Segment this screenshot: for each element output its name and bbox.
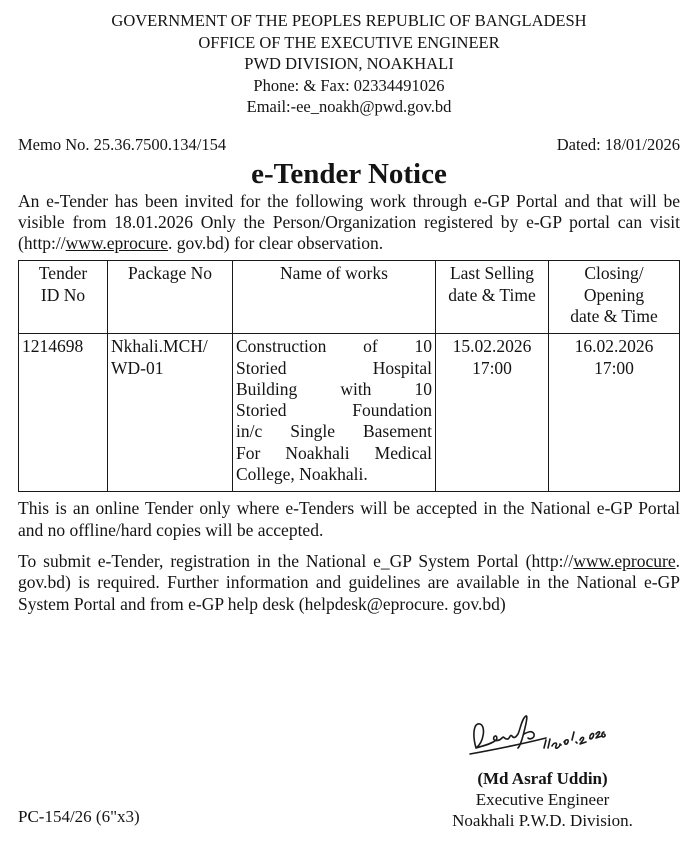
cell-last-selling xyxy=(436,334,549,492)
works-line3: Building with 10 xyxy=(236,378,432,399)
closing-time: 17:00 xyxy=(594,357,634,378)
intro-text-2: . gov.bd) for clear observation. xyxy=(168,233,384,254)
cell-name-of-works xyxy=(233,334,436,492)
package-line2: WD-01 xyxy=(111,357,164,378)
works-line2: Storied Hospital xyxy=(236,357,432,378)
header-closing-line2: Opening xyxy=(583,284,645,305)
memo-number: Memo No. 25.36.7500.134/154 xyxy=(18,134,227,154)
signatory-designation: Executive Engineer xyxy=(475,790,610,809)
signatory-name: (Md Asraf Uddin) xyxy=(477,769,608,788)
works-line7: College, Noakhali. xyxy=(236,464,368,485)
works-line5: in/c Single Basement xyxy=(236,421,432,442)
intro-paragraph xyxy=(18,191,680,255)
package-line1: Nkhali.MCH/ xyxy=(111,336,208,357)
cell-tender-id: 1214698 xyxy=(19,334,108,492)
division-name: PWD DIVISION, NOAKHALI xyxy=(244,54,454,73)
closing-date: 16.02.2026 xyxy=(574,336,654,357)
header-package-no xyxy=(108,261,233,334)
header-closing-line3: date & Time xyxy=(570,305,658,326)
eprocure-link[interactable]: www.eprocure xyxy=(65,233,169,254)
header-works-label: Name of works xyxy=(280,263,388,284)
works-line4: Storied Foundation xyxy=(236,400,432,421)
header-tender-id-line1: Tender xyxy=(38,263,88,284)
header-last-selling-line2: date & Time xyxy=(448,284,536,305)
header-closing-opening xyxy=(549,261,680,334)
notice-title: e-Tender Notice xyxy=(251,157,447,190)
submission-text-1: To submit e-Tender, registration in the National e_GP System Portal (http:// xyxy=(18,550,574,571)
header-last-selling xyxy=(436,261,549,334)
header-package-label: Package No xyxy=(127,263,213,284)
works-line1: Construction of 10 xyxy=(236,336,432,357)
memo-row xyxy=(18,135,680,155)
office-header xyxy=(18,10,680,118)
pc-number: PC-154/26 (6"x3) xyxy=(18,807,140,826)
handwritten-signature xyxy=(462,704,612,764)
last-selling-time: 17:00 xyxy=(472,357,512,378)
submission-paragraph xyxy=(18,551,680,615)
header-name-of-works xyxy=(233,261,436,334)
submission-text-2: . gov.bd) is required. Further information and guidelines are available in the National e-GP System Portal and from e-GP help desk (helpdesk@eprocure. gov.bd) xyxy=(18,550,680,614)
tender-table xyxy=(18,260,680,492)
header-tender-id xyxy=(19,261,108,334)
works-line6: For Noakhali Medical xyxy=(236,442,432,463)
header-closing-line1: Closing/ xyxy=(584,263,644,284)
signature-date-text: 18.01.2026 xyxy=(546,748,551,749)
signatory-office: Noakhali P.W.D. Division. xyxy=(452,811,633,830)
intro-text-1: An e-Tender has been invited for the following work through e-GP Portal and that will be visible from 18.01.2026 Only the Person/Organization registered by e-GP portal can visit (http:// xyxy=(18,190,680,254)
phone-fax: Phone: & Fax: 02334491026 xyxy=(253,75,445,95)
email-address: Email:-ee_noakh@pwd.gov.bd xyxy=(246,97,452,116)
last-selling-date: 15.02.2026 xyxy=(452,336,532,357)
govt-name: GOVERNMENT OF THE PEOPLES REPUBLIC OF BANGLADESH xyxy=(111,11,587,30)
cell-closing-opening xyxy=(549,334,680,492)
header-last-selling-line1: Last Selling xyxy=(449,263,535,284)
header-tender-id-line2: ID No xyxy=(40,284,86,305)
table-header-row xyxy=(19,261,680,334)
office-name: OFFICE OF THE EXECUTIVE ENGINEER xyxy=(198,32,500,52)
online-tender-paragraph: This is an online Tender only where e-Tenders will be accepted in the National e-GP Portal and no offline/hard copies will be accepted. xyxy=(18,498,680,540)
table-row xyxy=(19,334,680,492)
eprocure-link-2[interactable]: www.eprocure xyxy=(573,550,676,571)
memo-date: Dated: 18/01/2026 xyxy=(556,134,680,154)
signatory-block xyxy=(420,768,665,831)
cell-package-no xyxy=(108,334,233,492)
